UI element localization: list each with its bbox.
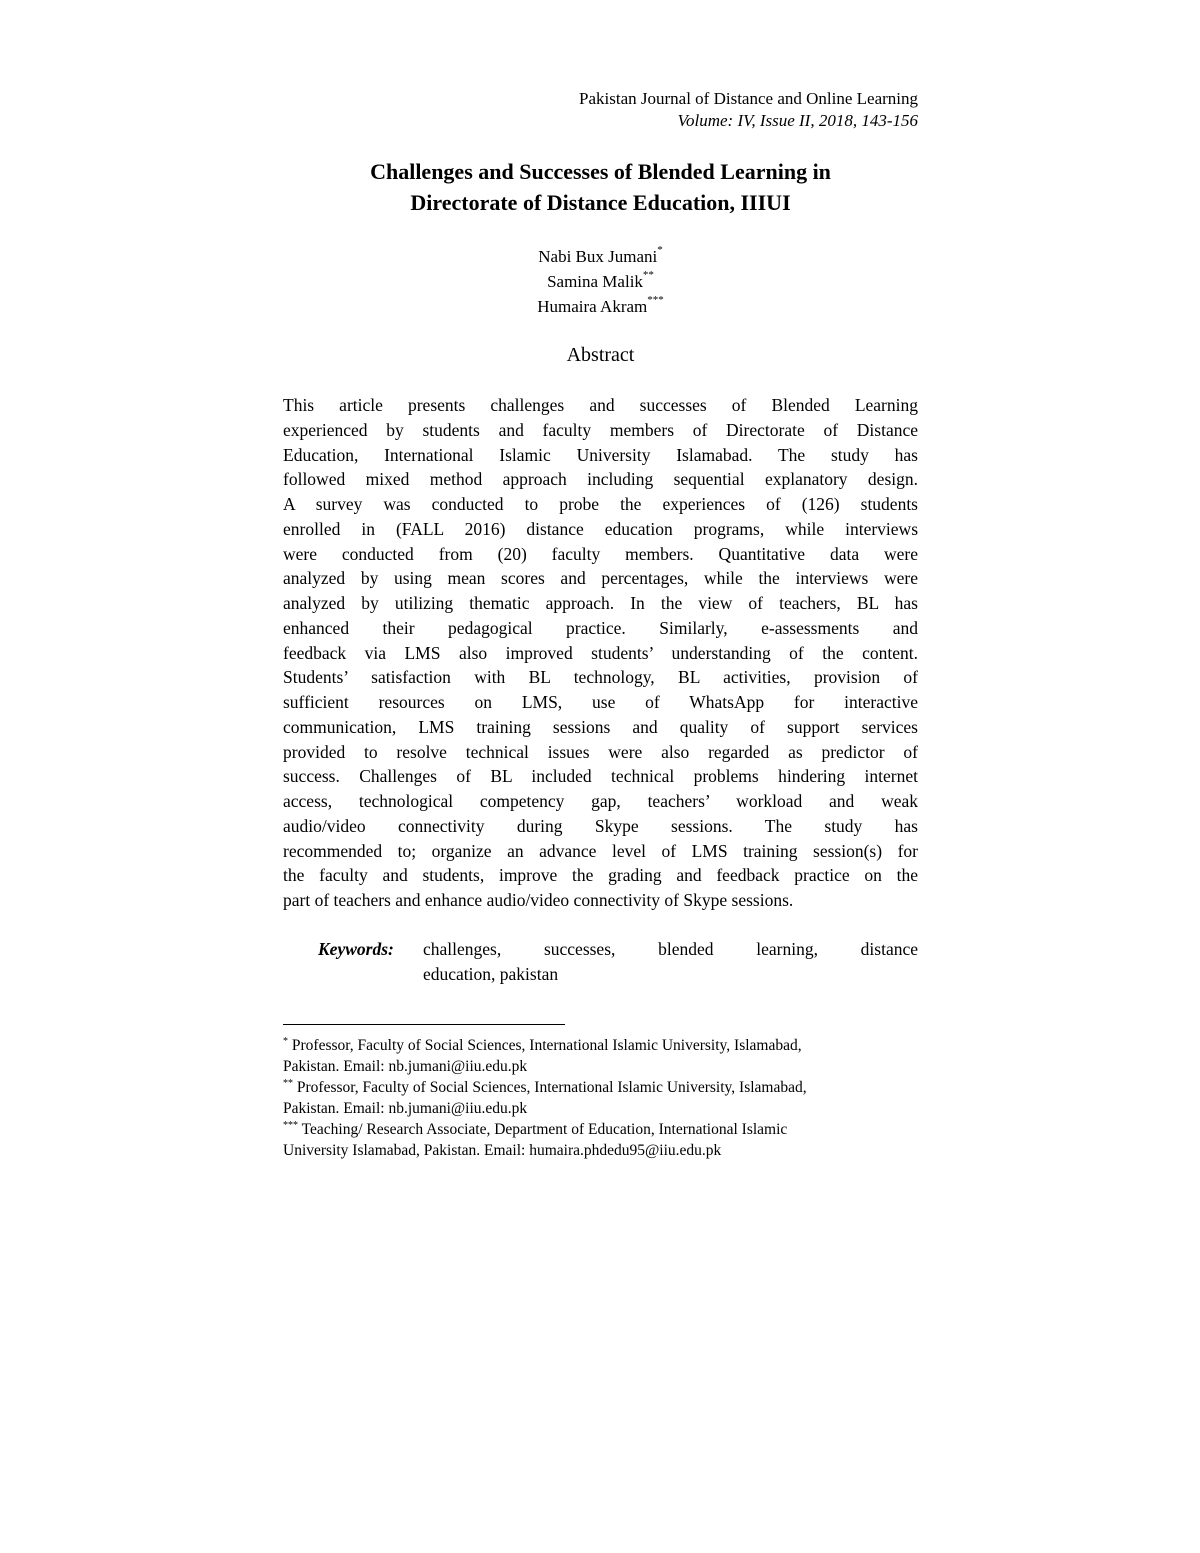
abstract-line: provided to resolve technical issues were also regarded as predictor of [283, 741, 918, 762]
abstract-line: the faculty and students, improve the grading and feedback practice on the [283, 865, 918, 886]
abstract-line: feedback via LMS also improved students’ understanding of the content. [283, 642, 918, 663]
abstract-line: experienced by students and faculty members of Directorate of Distance [283, 419, 918, 440]
footnote-mark: ** [283, 1078, 293, 1090]
author-name: Nabi Bux Jumani [538, 247, 658, 266]
footnote-mark: * [283, 1036, 288, 1048]
footnote-line [283, 1035, 918, 1056]
article-page [283, 88, 918, 1161]
author [283, 269, 918, 294]
keywords [283, 937, 918, 987]
footnote-text: Professor, Faculty of Social Sciences, International Islamic University, Islamabad, [296, 1079, 807, 1097]
footnote-text: Teaching/ Research Associate, Department of Education, International Islamic [301, 1121, 788, 1139]
keywords-text [423, 937, 918, 987]
footnote-divider [283, 1024, 565, 1025]
abstract-line: analyzed by using mean scores and percentages, while the interviews were [283, 568, 918, 589]
footnotes [283, 1035, 918, 1161]
footnote-line: Pakistan. Email: nb.jumani@iiu.edu.pk [283, 1100, 528, 1118]
keywords-line: challenges, successes, blended learning, distance [423, 938, 918, 959]
footnote-line: Pakistan. Email: nb.jumani@iiu.edu.pk [283, 1058, 528, 1076]
journal-name: Pakistan Journal of Distance and Online Learning [579, 89, 918, 108]
author-name: Humaira Akram [537, 297, 648, 316]
author [283, 294, 918, 319]
footnote-line [283, 1119, 918, 1140]
author-footnote-mark: ** [642, 269, 654, 282]
abstract-line: were conducted from (20) faculty members. Quantitative data were [283, 543, 918, 564]
footnote [283, 1077, 918, 1119]
author-list [283, 244, 918, 319]
footnote [283, 1035, 918, 1077]
article-title [283, 156, 918, 218]
footnote-mark: *** [283, 1120, 298, 1132]
author-name: Samina Malik [547, 272, 643, 291]
abstract-line: audio/video connectivity during Skype sessions. The study has [283, 815, 918, 836]
abstract-line: sufficient resources on LMS, use of WhatsApp for interactive [283, 692, 918, 712]
keywords-line: education, pakistan [423, 963, 559, 984]
title-line: Challenges and Successes of Blended Learning in [370, 159, 831, 184]
keywords-label: Keywords: [318, 938, 394, 959]
author-footnote-mark: * [657, 244, 663, 257]
abstract-line: This article presents challenges and successes of Blended Learning [283, 395, 918, 415]
footnote-text: Professor, Faculty of Social Sciences, International Islamic University, Islamabad, [291, 1037, 802, 1055]
author [283, 244, 918, 269]
abstract-line: access, technological competency gap, teachers’ workload and weak [283, 791, 918, 811]
abstract-line: success. Challenges of BL included technical problems hindering internet [283, 766, 918, 787]
abstract-line: recommended to; organize an advance level of LMS training session(s) for [283, 840, 918, 861]
abstract-line: A survey was conducted to probe the experiences of (126) students [283, 494, 918, 514]
abstract-line: enhanced their pedagogical practice. Similarly, e-assessments and [283, 617, 918, 638]
abstract-line: enrolled in (FALL 2016) distance education programs, while interviews [283, 518, 918, 539]
abstract-line: Education, International Islamic University Islamabad. The study has [283, 444, 918, 465]
abstract-line: analyzed by utilizing thematic approach. In the view of teachers, BL has [283, 593, 918, 613]
footnote-line [283, 1077, 918, 1098]
abstract-line: followed mixed method approach including sequential explanatory design. [283, 469, 918, 490]
abstract-line: communication, LMS training sessions and quality of support services [283, 716, 918, 737]
abstract-heading: Abstract [566, 344, 635, 366]
abstract-line: part of teachers and enhance audio/video connectivity of Skype sessions. [283, 890, 794, 910]
footnote-line: University Islamabad, Pakistan. Email: humaira.phdedu95@iiu.edu.pk [283, 1142, 722, 1160]
journal-volume: Volume: IV, Issue II, 2018, 143-156 [677, 111, 918, 130]
abstract-line: Students’ satisfaction with BL technology, BL activities, provision of [283, 667, 918, 688]
footnote [283, 1119, 918, 1161]
author-footnote-mark: *** [647, 294, 664, 307]
title-line: Directorate of Distance Education, IIIUI [410, 190, 791, 215]
abstract-body [283, 393, 918, 913]
